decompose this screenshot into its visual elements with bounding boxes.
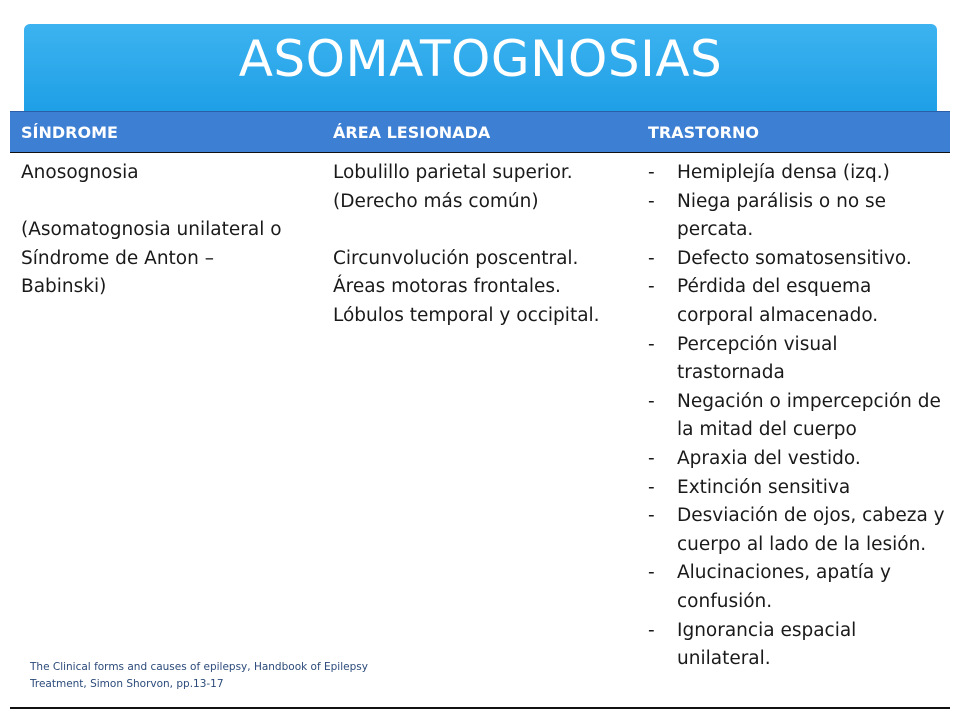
area-line: Lobulillo parietal superior.	[333, 162, 573, 183]
trastorno-cell	[648, 159, 948, 674]
list-item: - Percepción visual trastornada	[648, 331, 948, 388]
dash-bullet: -	[648, 333, 655, 355]
list-item: - Niega parálisis o no se percata.	[648, 188, 948, 245]
slide-title: ASOMATOGNOSIAS	[238, 30, 723, 88]
list-item: - Alucinaciones, apatía y confusión.	[648, 559, 948, 616]
dash-bullet: -	[648, 619, 655, 641]
table-body-row	[10, 153, 950, 709]
dash-bullet: -	[648, 390, 655, 412]
sindrome-alias-line1: (Asomatognosia unilateral o	[21, 219, 282, 241]
area-line: Lóbulos temporal y occipital.	[333, 304, 600, 326]
sindrome-cell	[21, 159, 311, 302]
list-item: - Apraxia del vestido.	[648, 445, 948, 474]
dash-bullet: -	[648, 190, 655, 212]
area-line: (Derecho más común)	[333, 190, 539, 212]
dash-bullet: -	[648, 562, 655, 584]
list-item: - Pérdida del esquema corporal almacenado.	[648, 273, 948, 330]
list-item: - Negación o impercepción de la mitad del cuerpo	[648, 388, 948, 445]
trastorno-list	[648, 159, 948, 674]
dash-bullet: -	[648, 162, 655, 183]
area-line: Circunvolución poscentral.	[333, 247, 579, 269]
dash-bullet: -	[648, 476, 655, 498]
list-item: - Hemiplejía densa (izq.)	[648, 159, 948, 188]
table-header-row	[10, 111, 950, 154]
area-line: Áreas motoras frontales.	[333, 276, 561, 298]
dash-bullet: -	[648, 276, 655, 298]
list-item: - Extinción sensitiva	[648, 474, 948, 503]
sindrome-alias-line2: Síndrome de Anton –	[21, 247, 214, 269]
sindrome-name: Anosognosia	[21, 162, 139, 183]
list-item: - Defecto somatosensitivo.	[648, 245, 948, 274]
title-banner	[24, 24, 937, 112]
dash-bullet: -	[648, 247, 655, 269]
citation-text: The Clinical forms and causes of epilepsy, Handbook of Epilepsy Treatment, Simon Shorvon, pp.13-17	[30, 661, 368, 690]
header-sindrome: SÍNDROME	[21, 123, 118, 142]
sindrome-alias-line3: Babinski)	[21, 276, 107, 298]
dash-bullet: -	[648, 447, 655, 469]
list-item: - Ignorancia espacial unilateral.	[648, 617, 948, 674]
list-item: - Desviación de ojos, cabeza y cuerpo al lado de la lesión.	[648, 502, 948, 559]
header-trastorno: TRASTORNO	[648, 123, 759, 142]
area-cell	[333, 159, 633, 331]
dash-bullet: -	[648, 505, 655, 527]
header-area-lesionada: ÁREA LESIONADA	[333, 123, 491, 142]
